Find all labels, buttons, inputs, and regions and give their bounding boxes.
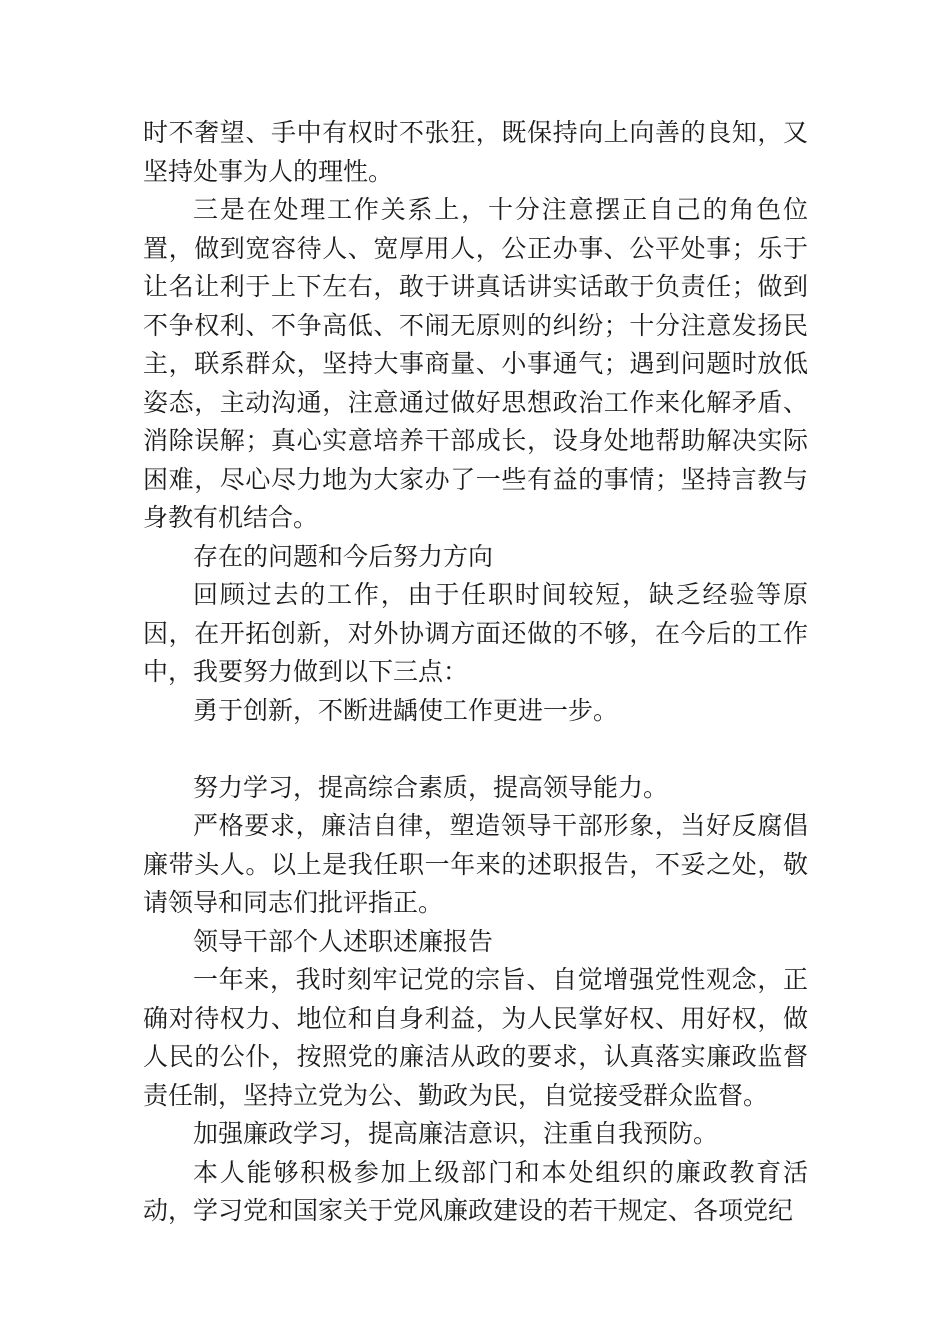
blank-line xyxy=(143,730,808,769)
paragraph-review: 回顾过去的工作，由于任职时间较短，缺乏经验等原因，在开拓创新，对外协调方面还做的不够，在今后的工作中，我要努力做到以下三点： xyxy=(143,580,808,686)
document-page xyxy=(143,114,808,1231)
list-point-innovate: 勇于创新，不断进龋使工作更进一步。 xyxy=(193,695,619,725)
paragraph-continuation: 时不奢望、手中有权时不张狂，既保持向上向善的良知，又坚持处事为人的理性。 xyxy=(143,118,808,186)
section-heading-report: 领导干部个人述职述廉报告 xyxy=(193,926,494,956)
paragraph-working-relations: 三是在处理工作关系上，十分注意摆正自己的角色位置，做到宽容待人、宽厚用人，公正办事、公平处事；乐于让名让利于上下左右，敢于讲真话讲实话敢于负责任；做到不争权利、不争高低、不闹无原则的纠纷；十分注意发扬民主，联系群众，坚持大事商量、小事通气；遇到问题时放低姿态，主动沟通，注意通过做好思想政治工作来化解矛盾、消除误解；真心实意培养干部成长，设身处地帮助解决实际困难，尽心尽力地为大家办了一些有益的事情；坚持言教与身教有机结合。 xyxy=(143,195,808,532)
section-heading-problems: 存在的问题和今后努力方向 xyxy=(193,541,494,571)
paragraph-year-summary: 一年来，我时刻牢记党的宗旨、自觉增强党性观念，正确对待权力、地位和自身利益，为人民掌好权、用好权，做人民的公仆，按照党的廉洁从政的要求，认真落实廉政监督责任制，坚持立党为公、勤政为民，自觉接受群众监督。 xyxy=(143,965,808,1110)
list-point-discipline: 严格要求，廉洁自律，塑造领导干部形象，当好反腐倡廉带头人。以上是我任职一年来的述职报告，不妥之处，敬请领导和同志们批评指正。 xyxy=(143,811,808,917)
paragraph-integrity-study: 加强廉政学习，提高廉洁意识，注重自我预防。 xyxy=(193,1119,719,1148)
paragraph-education-activities: 本人能够积极参加上级部门和本处组织的廉政教育活动，学习党和国家关于党风廉政建设的若干规定、各项党纪 xyxy=(143,1157,808,1225)
list-point-study: 努力学习，提高综合素质，提高领导能力。 xyxy=(193,772,669,802)
